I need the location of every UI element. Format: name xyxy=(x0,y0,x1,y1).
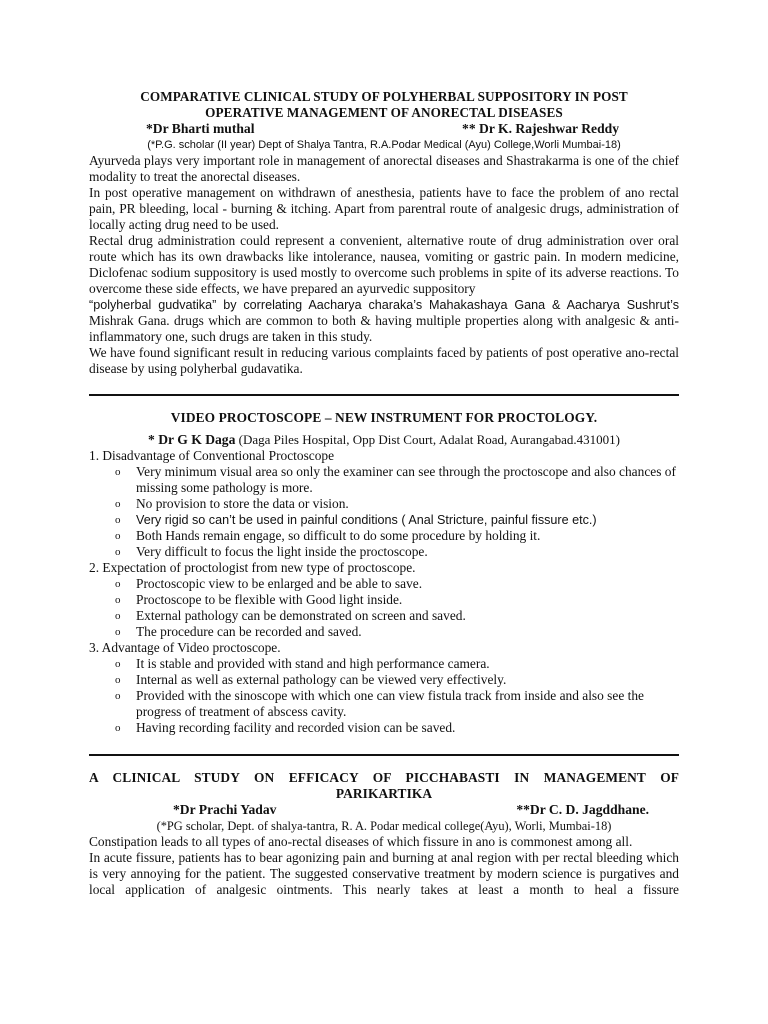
list-item-text: The procedure can be recorded and saved. xyxy=(136,624,362,639)
list-section xyxy=(89,640,679,736)
document-page xyxy=(89,84,679,898)
list-item-text: Very difficult to focus the light inside the proctoscope. xyxy=(136,544,428,559)
list-item xyxy=(89,592,679,608)
article-video-proctoscope xyxy=(89,410,679,736)
list-item xyxy=(89,688,679,720)
list-item xyxy=(89,624,679,640)
list-item-text: Provided with the sinoscope with which one can view fistula track from inside and also see the progress of treatment of abscess cavity. xyxy=(136,688,644,719)
bullet-marker: o xyxy=(115,690,121,702)
bullet-marker: o xyxy=(115,466,121,478)
paragraph: In acute fissure, patients has to bear agonizing pain and burning at anal region with per rectal bleeding which is very annoying for the patient. The suggested conservative treatment by modern science is purgatives and local application of analgesic ointments. This nearly takes at least a month to heal a fissure xyxy=(89,850,679,897)
list-item xyxy=(89,576,679,592)
paragraph-quote-line: “polyherbal gudvatika” by correlating Aacharya charaka’s Mahakashaya Gana & Aacharya Sushrut’s xyxy=(89,298,679,312)
author-affiliation: (*P.G. scholar (II year) Dept of Shalya Tantra, R.A.Podar Medical (Ayu) College,Worli Mumbai-18) xyxy=(147,139,621,151)
paragraph: We have found significant result in reducing various complaints faced by patients of post operative ano-rectal disease by using polyherbal gudavatika. xyxy=(89,345,679,376)
bullet-marker: o xyxy=(115,674,121,686)
author-affiliation: (Daga Piles Hospital, Opp Dist Court, Adalat Road, Aurangabad.431001) xyxy=(238,432,620,447)
section-divider xyxy=(89,754,679,756)
list-item xyxy=(89,528,679,544)
author-row xyxy=(89,802,679,818)
bullet-marker: o xyxy=(115,578,121,590)
article-title-line2: PARIKARTIKA xyxy=(335,786,433,801)
bullet-marker: o xyxy=(115,722,121,734)
list-item xyxy=(89,544,679,560)
article-title: VIDEO PROCTOSCOPE – NEW INSTRUMENT FOR PROCTOLOGY. xyxy=(170,410,598,425)
list-item-text: Proctoscope to be flexible with Good light inside. xyxy=(136,592,403,607)
bullet-marker: o xyxy=(115,514,121,526)
paragraph: In post operative management on withdrawn of anesthesia, patients have to face the problem of ano rectal pain, PR bleeding, local - burning & itching. Apart from parentral route of analgesic drugs, administration of locally acting drug need to be used. xyxy=(89,185,679,232)
list-heading: 2. Expectation of proctologist from new type of proctoscope. xyxy=(89,560,416,575)
author-primary: * Dr G K Daga xyxy=(148,432,236,447)
list-item xyxy=(89,496,679,512)
paragraph: Rectal drug administration could represent a convenient, alternative route of drug administration over oral route which has its own drawbacks like intolerance, nausea, vomiting or gastric pain. In modern medicine, Diclofenac sodium suppository is used mostly to overcome such problems in spite of its adverse reactions. To overcome these side effects, we have prepared an ayurvedic suppository xyxy=(89,233,679,296)
author-primary: *Dr Bharti muthal xyxy=(146,121,255,136)
bullet-marker: o xyxy=(115,546,121,558)
paragraph: Constipation leads to all types of ano-rectal diseases of which fissure in ano is commonest among all. xyxy=(89,834,633,849)
author-row xyxy=(89,432,679,448)
bullet-list xyxy=(89,576,679,640)
section-divider xyxy=(89,394,679,396)
list-item-text: Proctoscopic view to be enlarged and be able to save. xyxy=(136,576,423,591)
bullet-marker: o xyxy=(115,530,121,542)
list-item-text: External pathology can be demonstrated on screen and saved. xyxy=(136,608,466,623)
author-row xyxy=(89,121,679,137)
list-item-text: Having recording facility and recorded vision can be saved. xyxy=(136,720,456,735)
bullet-marker: o xyxy=(115,658,121,670)
list-section xyxy=(89,448,679,560)
list-item-text: Internal as well as external pathology can be viewed very effectively. xyxy=(136,672,507,687)
list-item-text: Very minimum visual area so only the examiner can see through the proctoscope and also chances of missing some pathology is more. xyxy=(136,464,676,495)
article-title-line2: OPERATIVE MANAGEMENT OF ANORECTAL DISEASES xyxy=(205,105,563,120)
article-picchabasti xyxy=(89,770,679,898)
author-secondary: **Dr C. D. Jagddhane. xyxy=(516,802,649,817)
bullet-marker: o xyxy=(115,626,121,638)
bullet-marker: o xyxy=(115,610,121,622)
list-item xyxy=(89,672,679,688)
bullet-marker: o xyxy=(115,498,121,510)
article-title-line1: COMPARATIVE CLINICAL STUDY OF POLYHERBAL SUPPOSITORY IN POST xyxy=(140,89,628,104)
author-secondary: ** Dr K. Rajeshwar Reddy xyxy=(462,121,619,136)
author-primary: *Dr Prachi Yadav xyxy=(173,802,277,817)
bullet-marker: o xyxy=(115,594,121,606)
author-affiliation: (*PG scholar, Dept. of shalya-tantra, R. A. Podar medical college(Ayu), Worli, Mumbai-18) xyxy=(156,819,612,833)
list-item xyxy=(89,656,679,672)
bullet-list xyxy=(89,656,679,736)
list-item-text: No provision to store the data or vision. xyxy=(136,496,349,511)
list-item-text: Both Hands remain engage, so difficult to do some procedure by holding it. xyxy=(136,528,541,543)
list-item-text: Very rigid so can’t be used in painful conditions ( Anal Stricture, painful fissure etc.) xyxy=(136,513,597,527)
bullet-list xyxy=(89,464,679,560)
paragraph: Ayurveda plays very important role in management of anorectal diseases and Shastrakarma is one of the chief modality to treat the anorectal diseases. xyxy=(89,153,679,184)
list-heading: 1. Disadvantage of Conventional Proctoscope xyxy=(89,448,335,463)
list-item xyxy=(89,720,679,736)
list-item xyxy=(89,608,679,624)
list-item-text: It is stable and provided with stand and high performance camera. xyxy=(136,656,490,671)
article-polyherbal-suppository xyxy=(89,89,679,377)
paragraph: Mishrak Gana. drugs which are common to both & having multiple properties along with analgesic & anti-inflammatory one, such drugs are taken in this study. xyxy=(89,313,679,344)
list-item xyxy=(89,464,679,496)
article-title-line1: A CLINICAL STUDY ON EFFICACY OF PICCHABASTI IN MANAGEMENT OF xyxy=(89,770,679,785)
list-heading: 3. Advantage of Video proctoscope. xyxy=(89,640,281,655)
list-section xyxy=(89,560,679,640)
list-item xyxy=(89,512,679,528)
